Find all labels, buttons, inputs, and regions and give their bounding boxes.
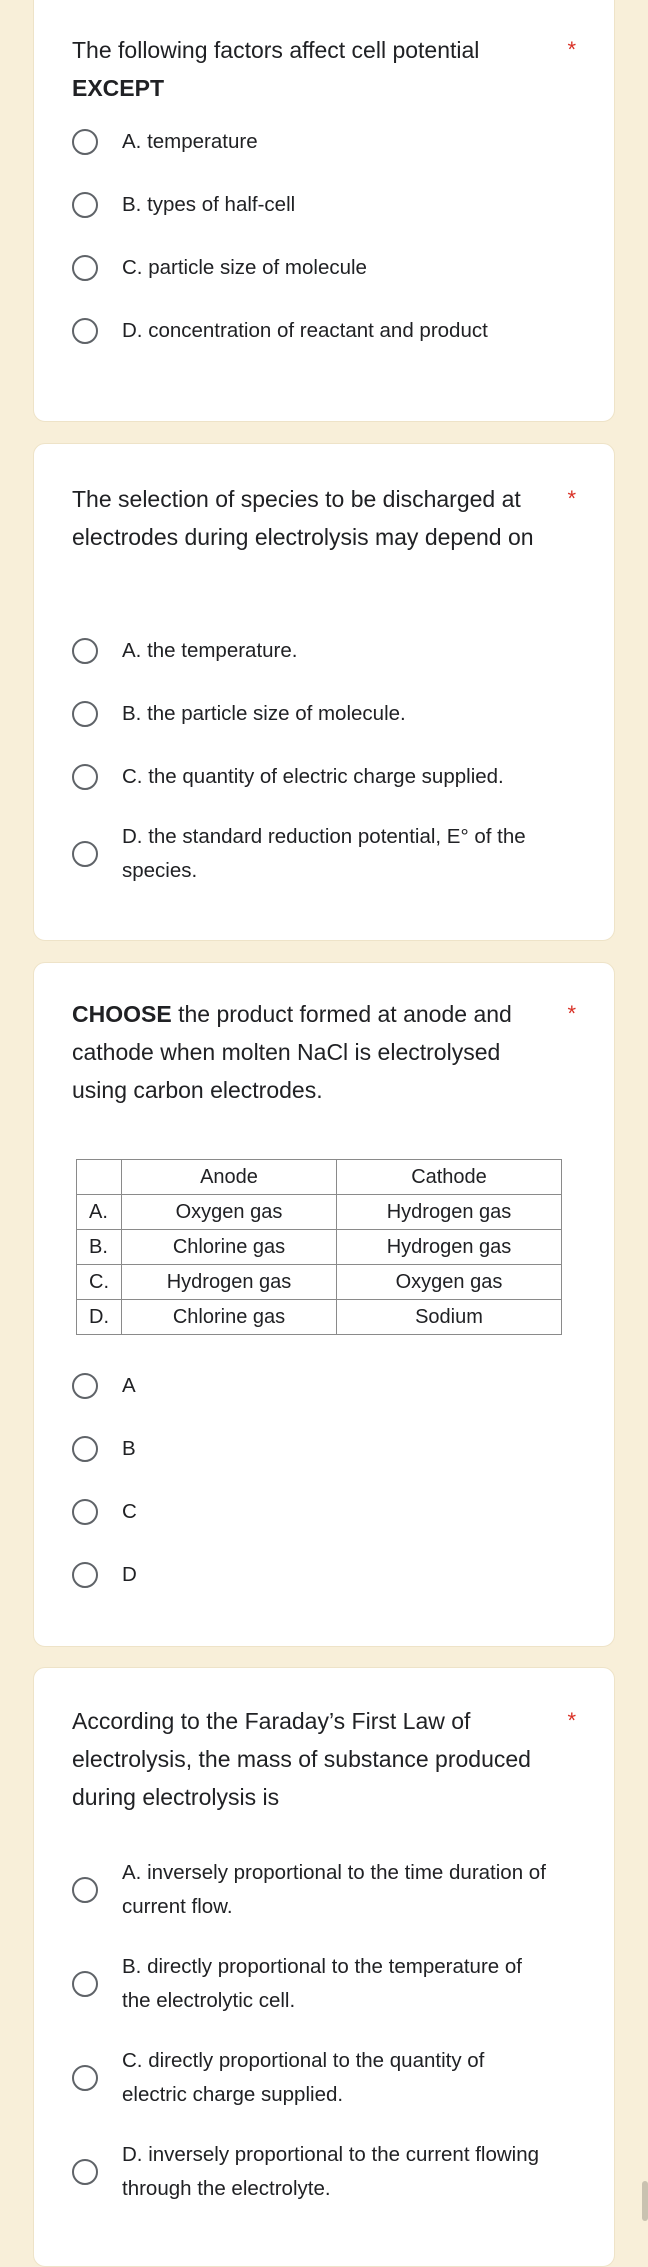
table-cell: D. <box>77 1300 122 1335</box>
option-d[interactable] <box>72 2138 552 2206</box>
option-label: A. temperature <box>122 130 258 153</box>
option-d[interactable] <box>72 314 592 348</box>
radio-button[interactable] <box>72 1499 98 1525</box>
option-label: B <box>122 1437 136 1460</box>
scrollbar-thumb[interactable] <box>642 2181 648 2221</box>
table-cell: Oxygen gas <box>122 1195 337 1230</box>
option-c[interactable] <box>72 251 592 285</box>
table-cell: Chlorine gas <box>122 1300 337 1335</box>
option-c[interactable] <box>72 1495 592 1529</box>
table-row <box>77 1300 562 1335</box>
option-c[interactable] <box>72 760 592 794</box>
required-asterisk: * <box>567 1708 576 1733</box>
table-header-anode: Anode <box>122 1160 337 1195</box>
table-cell: Sodium <box>337 1300 562 1335</box>
required-asterisk: * <box>567 37 576 62</box>
radio-button[interactable] <box>72 1562 98 1588</box>
table-cell: B. <box>77 1230 122 1265</box>
option-label: A. inversely proportional to the time duration of current flow. <box>122 1861 546 1918</box>
radio-button[interactable] <box>72 701 98 727</box>
option-a[interactable] <box>72 634 592 668</box>
radio-button[interactable] <box>72 1373 98 1399</box>
radio-button[interactable] <box>72 255 98 281</box>
radio-button[interactable] <box>72 764 98 790</box>
option-label: B. the particle size of molecule. <box>122 702 406 725</box>
table-cell: Hydrogen gas <box>337 1230 562 1265</box>
table-row <box>77 1230 562 1265</box>
radio-button[interactable] <box>72 129 98 155</box>
radio-button[interactable] <box>72 2065 98 2091</box>
radio-button[interactable] <box>72 1971 98 1997</box>
question-title: According to the Faraday’s First Law of electrolysis, the mass of substance produced during electrolysis is <box>72 1708 531 1810</box>
question-title: The selection of species to be discharged at electrodes during electrolysis may depend on <box>72 486 534 550</box>
option-b[interactable] <box>72 1432 592 1466</box>
option-label: C. directly proportional to the quantity of electric charge supplied. <box>122 2049 485 2106</box>
table-cell: Hydrogen gas <box>122 1265 337 1300</box>
option-label: A <box>122 1374 136 1397</box>
required-asterisk: * <box>567 1001 576 1026</box>
radio-button[interactable] <box>72 1436 98 1462</box>
question-card-1 <box>33 0 615 422</box>
option-d[interactable] <box>72 1558 592 1592</box>
table-cell: Chlorine gas <box>122 1230 337 1265</box>
table-cell: Oxygen gas <box>337 1265 562 1300</box>
option-b[interactable] <box>72 1950 552 2018</box>
option-d[interactable] <box>72 820 552 888</box>
radio-button[interactable] <box>72 192 98 218</box>
option-a[interactable] <box>72 125 592 159</box>
option-b[interactable] <box>72 697 592 731</box>
table-cell: A. <box>77 1195 122 1230</box>
question-title: The following factors affect cell potential EXCEPT <box>72 37 480 101</box>
option-label: C. the quantity of electric charge supplied. <box>122 765 504 788</box>
option-label: B. directly proportional to the temperature of the electrolytic cell. <box>122 1955 522 2012</box>
table-header-cathode: Cathode <box>337 1160 562 1195</box>
option-a[interactable] <box>72 1369 592 1403</box>
radio-button[interactable] <box>72 318 98 344</box>
table-cell: C. <box>77 1265 122 1300</box>
radio-button[interactable] <box>72 841 98 867</box>
table-cell: Hydrogen gas <box>337 1195 562 1230</box>
question-card-3 <box>33 962 615 1647</box>
option-label: D. the standard reduction potential, E° of the species. <box>122 825 526 882</box>
option-a[interactable] <box>72 1856 552 1924</box>
radio-button[interactable] <box>72 1877 98 1903</box>
option-label: C. particle size of molecule <box>122 256 367 279</box>
option-label: D <box>122 1563 137 1586</box>
question-card-4 <box>33 1667 615 2267</box>
option-label: D. inversely proportional to the current flowing through the electrolyte. <box>122 2143 540 2200</box>
table-row <box>77 1195 562 1230</box>
option-label: C <box>122 1500 137 1523</box>
radio-button[interactable] <box>72 638 98 664</box>
option-label: D. concentration of reactant and product <box>122 319 488 342</box>
required-asterisk: * <box>567 486 576 511</box>
question-title: CHOOSE the product formed at anode and cathode when molten NaCl is electrolysed using carbon electrodes. <box>72 1001 512 1103</box>
answer-table <box>76 1159 562 1335</box>
table-row <box>77 1265 562 1300</box>
option-label: B. types of half-cell <box>122 193 296 216</box>
radio-button[interactable] <box>72 2159 98 2185</box>
option-c[interactable] <box>72 2044 552 2112</box>
option-b[interactable] <box>72 188 592 222</box>
table-header-row <box>77 1160 562 1195</box>
option-label: A. the temperature. <box>122 639 298 662</box>
table-cell <box>77 1160 122 1195</box>
question-card-2 <box>33 443 615 941</box>
